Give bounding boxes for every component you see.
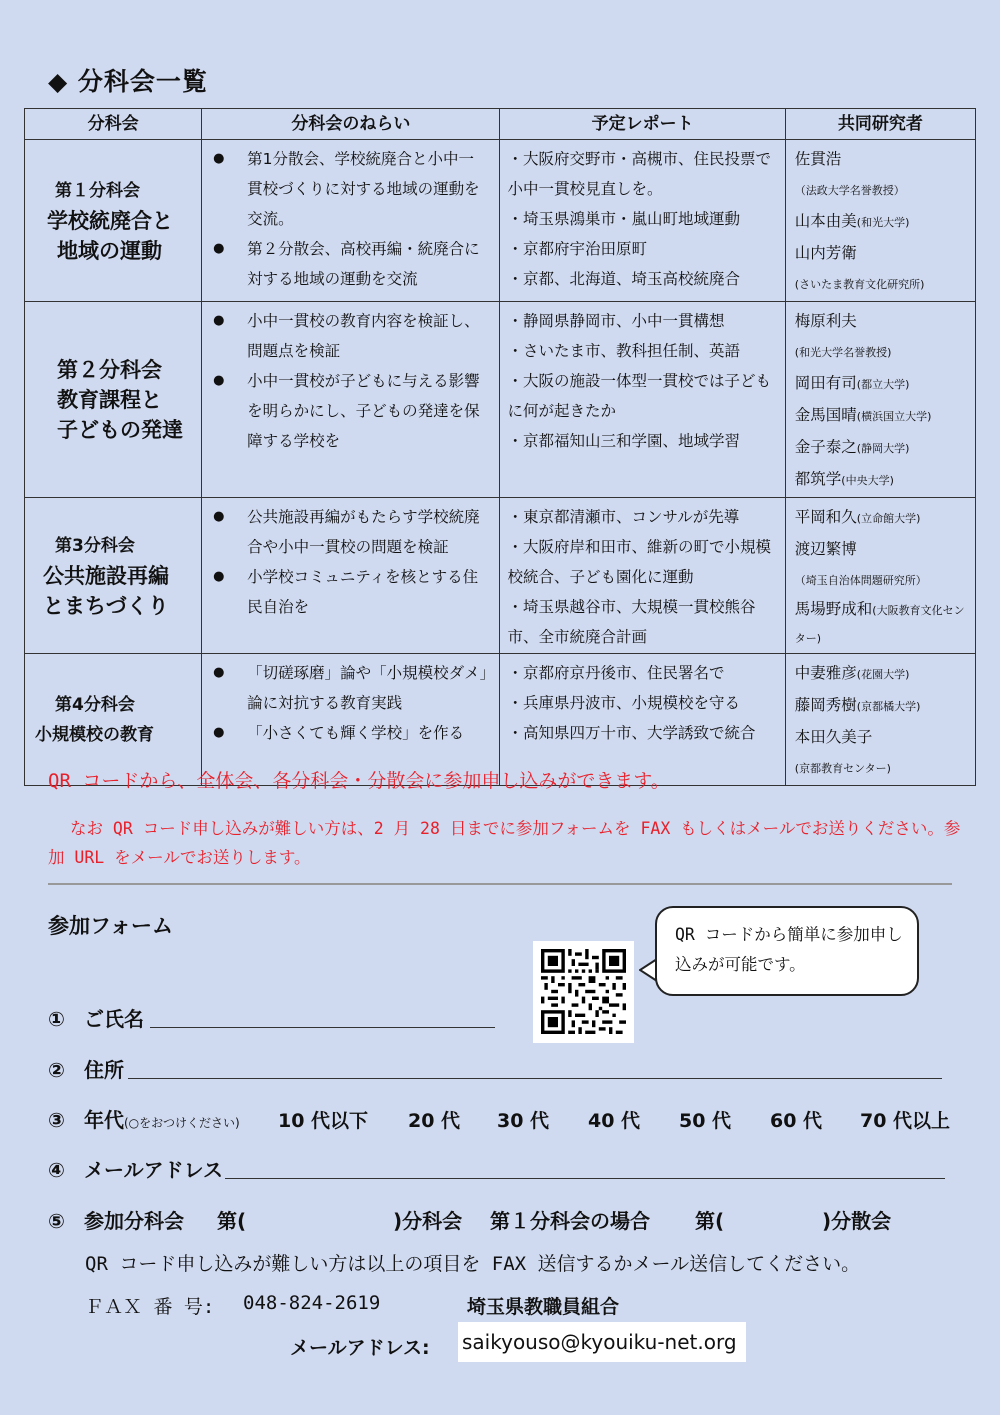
age-option[interactable]: 50 代 [679, 1110, 732, 1132]
age-option[interactable]: 70 代以上 [860, 1110, 951, 1132]
researcher-affiliation: (立命館大学) [856, 512, 921, 525]
header-reports: 予定レポート [500, 109, 785, 140]
aim-item: ● 小中一貫校が子どもに与える影響を明らかにし、子どもの発達を保障する学校を [213, 366, 488, 456]
researcher-affiliation: （埼玉自治体問題研究所） [794, 574, 927, 587]
group-number: 第3分科会 [55, 535, 135, 556]
researcher-name: 本田久美子 [794, 728, 873, 746]
researcher-entry [795, 502, 968, 534]
researcher-entry [795, 144, 968, 174]
group-choice-open: 第( [217, 1209, 247, 1233]
researcher-affiliation: (大阪教育文化センター) [794, 604, 965, 645]
fax-notice [48, 814, 968, 872]
report-item: ・さいたま市、教科担任制、英語 [507, 342, 740, 360]
age-option[interactable]: 10 代以下 [278, 1110, 369, 1132]
divider [48, 883, 952, 885]
group-title-line: 学校統廃合と [47, 208, 173, 233]
reports-cell [500, 302, 785, 498]
researcher-entry [795, 658, 968, 690]
researchers-cell [785, 654, 975, 786]
field-number: ③ [48, 1108, 65, 1132]
researcher-entry [795, 400, 968, 432]
researcher-name: 佐貫浩 [794, 150, 842, 168]
aim-item: ● 「切磋琢磨」論や「小規模校ダメ」論に対抗する教育実践 [213, 658, 488, 718]
group-title-line: 小規模校の教育 [35, 724, 154, 745]
table-row [25, 140, 976, 302]
report-item: ・静岡県静岡市、小中一貫構想 [507, 312, 725, 330]
aims-cell [202, 498, 500, 654]
organization-name: 埼玉県教職員組合 [467, 1296, 620, 1318]
researcher-affiliation: （法政大学名誉教授） [794, 184, 905, 197]
aim-item: ● 小学校コミュニティを核とする住民自治を [213, 562, 488, 622]
report-item: ・大阪の施設一体型一貫校では子どもに何が起きたか [507, 372, 771, 420]
field-label: ご氏名 [84, 1007, 144, 1031]
table-row [25, 498, 976, 654]
aim-item: ● 第1分散会、学校統廃合と小中一貫校づくりに対する地域の運動を交流。 [213, 144, 488, 234]
header-researchers: 共同研究者 [785, 109, 975, 140]
field-label: 住所 [84, 1058, 124, 1082]
aims-cell [202, 140, 500, 302]
field-email [48, 1154, 223, 1183]
researcher-name: 金馬国晴 [794, 406, 857, 424]
session-choice-close: )分散会 [822, 1209, 892, 1233]
researcher-entry [795, 752, 968, 784]
header-aims: 分科会のねらい [202, 109, 500, 140]
field-number: ① [48, 1007, 65, 1031]
researcher-name: 岡田有司 [794, 374, 857, 392]
report-item: ・兵庫県丹波市、小規模校を守る [507, 694, 740, 712]
group-title-line: 教育課程と [57, 387, 162, 412]
reports-cell [500, 498, 785, 654]
table-row [25, 302, 976, 498]
field-number: ④ [48, 1158, 65, 1182]
researcher-name: 梅原利夫 [794, 312, 857, 330]
field-hint: (○をおつけください) [124, 1116, 240, 1130]
report-item: ・大阪府交野市・高槻市、住民投票で小中一貫校見直しを。 [507, 150, 771, 198]
report-item: ・京都、北海道、埼玉高校統廃合 [507, 270, 740, 288]
field-number: ② [48, 1058, 65, 1082]
age-option[interactable]: 30 代 [497, 1110, 550, 1132]
researcher-affiliation: (和光大学名誉教授) [794, 346, 892, 359]
field-label: 年代 [84, 1108, 124, 1132]
field-label: メールアドレス [84, 1158, 223, 1182]
researcher-entry [795, 174, 968, 206]
qr-notice: QR コードから、全体会、各分科会・分散会に参加申し込みができます。 [48, 770, 670, 792]
researcher-affiliation: (京都教育センター) [794, 762, 891, 775]
report-item: ・埼玉県越谷市、大規模一貫校熊谷市、全市統廃合計画 [507, 598, 756, 646]
researcher-affiliation: (京都橘大学) [856, 700, 921, 713]
report-item: ・大阪府岸和田市、維新の町で小規模校統合、子ども園化に運動 [507, 538, 771, 586]
field-group [48, 1205, 184, 1234]
field-name [48, 1003, 144, 1032]
researcher-entry [795, 368, 968, 400]
group-number: 第２分科会 [57, 357, 162, 382]
field-age [48, 1104, 240, 1133]
researcher-affiliation: (さいたま教育文化研究所) [794, 278, 925, 291]
researcher-name: 中妻雅彦 [794, 664, 857, 682]
group-subnote: 第１分科会の場合 [490, 1209, 650, 1233]
researcher-name: 都筑学 [794, 470, 842, 488]
reports-cell [500, 140, 785, 302]
report-item: ・京都福知山三和学園、地域学習 [507, 432, 740, 450]
speech-bubble: QR コードから簡単に参加申し込みが可能です。 [655, 906, 919, 996]
age-option[interactable]: 20 代 [408, 1110, 461, 1132]
researcher-affiliation: (中央大学) [841, 474, 894, 487]
researcher-entry [795, 238, 968, 268]
researcher-affiliation: (和光大学) [856, 216, 910, 229]
qr-code-icon [541, 949, 626, 1034]
table-header-row [25, 109, 976, 140]
age-option[interactable]: 60 代 [770, 1110, 823, 1132]
researcher-name: 金子泰之 [794, 438, 857, 456]
researcher-entry [795, 306, 968, 336]
aim-item: ● 「小さくても輝く学校」を作る [213, 718, 488, 748]
researcher-name: 平岡和久 [794, 508, 857, 526]
researcher-affiliation: (横浜国立大学) [856, 410, 932, 423]
researcher-name: 山本由美 [794, 212, 857, 230]
researcher-affiliation: (都立大学) [856, 378, 910, 391]
report-item: ・埼玉県鴻巣市・嵐山町地域運動 [507, 210, 740, 228]
group-choice-close: )分科会 [393, 1209, 463, 1233]
fax-notice-text: なお QR コード申し込みが難しい方は、2 月 28 日までに参加フォームを FAX もしくはメールでお送りください。参加 URL をメールでお送りします。 [48, 819, 961, 867]
researcher-entry [795, 564, 968, 596]
researchers-cell [785, 302, 975, 498]
group-name-cell [25, 498, 202, 654]
researcher-entry [795, 432, 968, 464]
email-blank-line[interactable] [225, 1178, 945, 1179]
field-label: 参加分科会 [84, 1209, 184, 1233]
section-heading: ◆ 分科会一覧 [48, 67, 208, 96]
header-group: 分科会 [25, 109, 202, 140]
researcher-name: 馬場野成和 [794, 600, 873, 618]
researcher-entry [795, 268, 968, 300]
qr-code[interactable] [533, 941, 634, 1043]
name-blank-line[interactable] [150, 1027, 495, 1028]
group-name-cell [25, 140, 202, 302]
aim-item: ● 小中一貫校の教育内容を検証し、問題点を検証 [213, 306, 488, 366]
report-item: ・高知県四万十市、大学誘致で統合 [507, 724, 756, 742]
group-number: 第１分科会 [55, 180, 140, 201]
researcher-entry [795, 596, 968, 652]
group-number: 第4分科会 [55, 694, 135, 715]
fax-number: 048-824-2619 [243, 1292, 381, 1314]
group-table [24, 108, 976, 786]
report-item: ・京都府宇治田原町 [507, 240, 647, 258]
researcher-entry [795, 464, 968, 496]
researcher-entry [795, 534, 968, 564]
field-address [48, 1054, 124, 1083]
aims-cell [202, 302, 500, 498]
group-title-line: とまちづくり [43, 593, 169, 618]
fax-label: ＦＡＸ 番 号: [85, 1296, 215, 1318]
researcher-affiliation: (花園大学) [856, 668, 910, 681]
researcher-name: 山内芳衛 [794, 244, 857, 262]
researcher-name: 渡辺繁博 [794, 540, 857, 558]
aim-item: ● 公共施設再編がもたらす学校統廃合や小中一貫校の問題を検証 [213, 502, 488, 562]
session-choice-open: 第( [695, 1209, 725, 1233]
fax-instruction: QR コード申し込みが難しい方は以上の項目を FAX 送信するかメール送信してください。 [85, 1253, 861, 1275]
group-title-line: 公共施設再編 [43, 563, 169, 588]
researcher-entry [795, 722, 968, 752]
researcher-entry [795, 206, 968, 238]
age-option[interactable]: 40 代 [588, 1110, 641, 1132]
report-item: ・東京都清瀬市、コンサルが先導 [507, 508, 740, 526]
group-title-line: 子どもの発達 [57, 417, 183, 442]
field-number: ⑤ [48, 1209, 65, 1233]
researchers-cell [785, 140, 975, 302]
researcher-entry [795, 336, 968, 368]
report-item: ・京都府京丹後市、住民署名で [507, 664, 725, 682]
researcher-name: 藤岡秀樹 [794, 696, 857, 714]
group-name-cell [25, 302, 202, 498]
email-address[interactable]: saikyouso@kyouiku-net.org [458, 1322, 746, 1362]
group-title-line: 地域の運動 [57, 238, 162, 263]
researcher-affiliation: (静岡大学) [856, 442, 910, 455]
aim-item: ● 第２分散会、高校再編・統廃合に対する地域の運動を交流 [213, 234, 488, 294]
researcher-entry [795, 690, 968, 722]
researchers-cell [785, 498, 975, 654]
email-label: メールアドレス: [290, 1337, 430, 1359]
form-title: 参加フォーム [48, 914, 173, 938]
address-blank-line[interactable] [128, 1078, 942, 1079]
